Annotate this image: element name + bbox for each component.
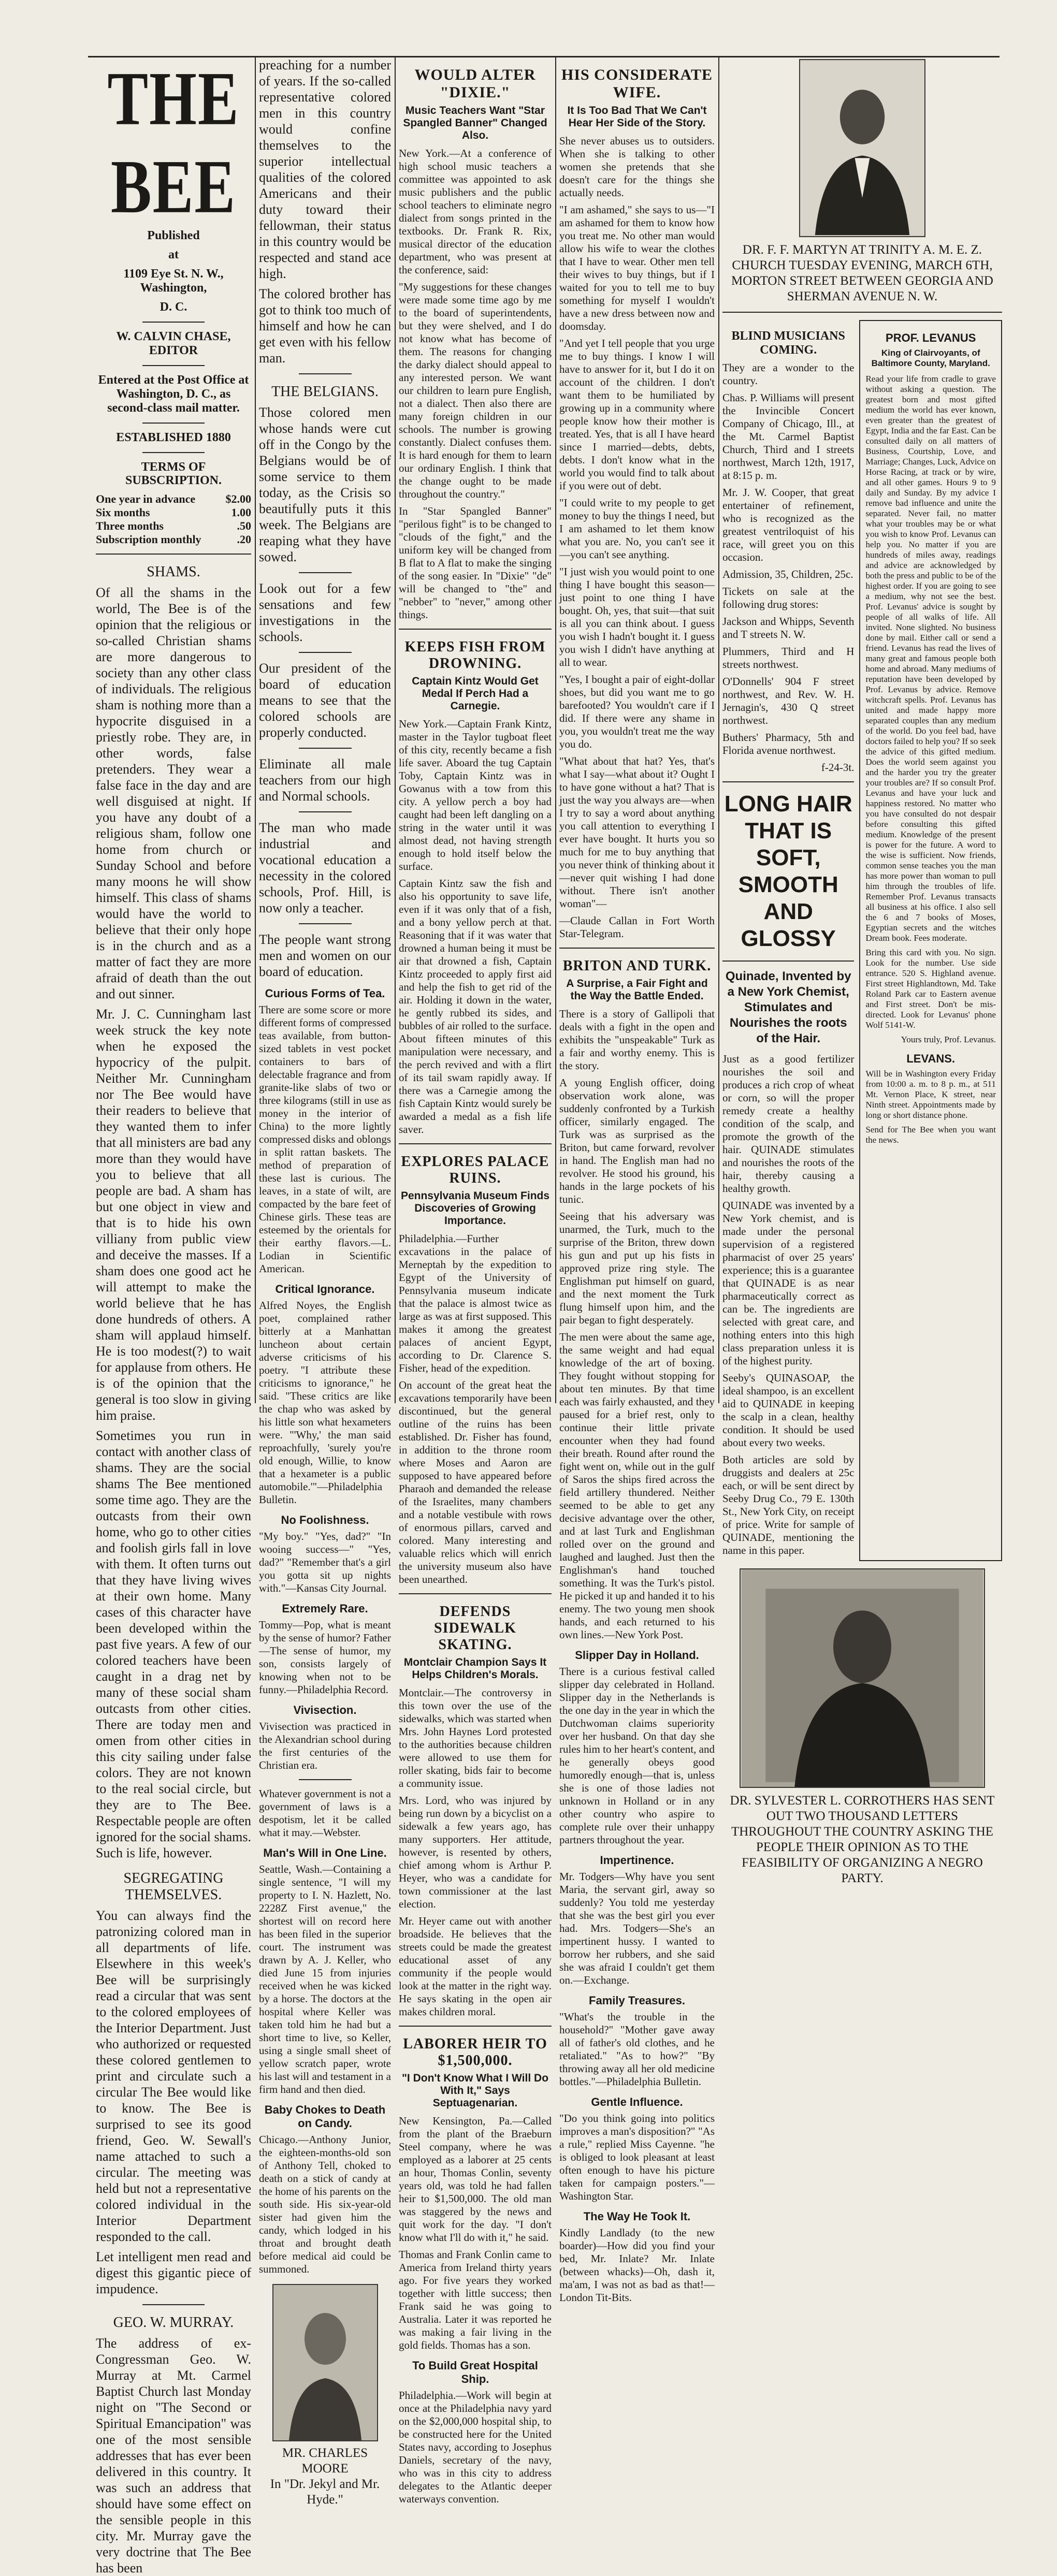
city: D. C. xyxy=(160,300,187,314)
article-paragraph: Both articles are sold by druggists and dealers at 25c each, or will be sent direct by Seeby Drug Co., 79 E. 130th St., New York City, on receipt of price. Write for sample of QUINADE, mentioning the name in this paper. xyxy=(722,1453,855,1556)
divider xyxy=(299,748,352,749)
article-paragraph: Admission, 35, Children, 25c. xyxy=(722,568,853,580)
article-paragraph: A young English officer, doing observation work alone, was suddenly confronted by a Turkish officer, similarly engaged. The Turk was as surprised as the Briton, but came forward, revolver in hand. The English man had no revolver. He stood his ground, his hands in the large pockets of his tunic. xyxy=(559,1076,715,1205)
article-paragraph: Thomas and Frank Conlin came to America from Ireland thirty years ago. For five years they worked together with little success; then Frank said he was going to Australia. Later it was reported he was making a fair living in the gold fields. Thomas has a son. xyxy=(399,2248,552,2351)
article-paragraph: Whatever government is not a government of laws is a despotism, let it be called what it may.—Webster. xyxy=(259,1787,391,1839)
ads-row xyxy=(722,320,1002,1561)
portrait-icon xyxy=(800,60,924,236)
article-paragraph: The address of ex-Congressman Geo. W. Murray at Mt. Carmel Baptist Church last Monday night on "The Second or Spiritual Emancipation" was one of the most sensible addresses that has ever been delivered in this country. It was such an address that should have some effect on the sensible people in this city. Mr. Murray gave the very doctrine that The Bee has been xyxy=(96,2336,251,2575)
column-5 xyxy=(722,57,1002,1885)
article-paragraph: preaching for a number of years. If the so-called representative colored men in this country would confine themselves to the superior intellectual qualities of the colored Americans and their duty toward their fellowman, their status in this country would be respected and stand ace high. xyxy=(259,57,391,281)
column-2 xyxy=(259,57,391,2507)
moore-caption: MR. CHARLES MOORE xyxy=(282,2446,368,2476)
segregating-headline: SEGREGATING THEMSELVES. xyxy=(123,1870,224,1903)
article-paragraph: Vivisection was practiced in the Alexandrian school during the first centuries of the Christian era. xyxy=(259,1720,391,1771)
will-headline: Man's Will in One Line. xyxy=(263,1846,387,1859)
column-rule xyxy=(718,57,719,1403)
article-paragraph: "I am ashamed," she says to us—"I am ashamed for them to know how you treat me. No other man would allow his wife to wear the clothes that I have to wear. Other men tell their wives to buy things, but if I waited for you to tell me to buy something for myself I wouldn't have a new dress between now and doomsday. xyxy=(559,203,715,332)
dixie-deck: Music Teachers Want "Star Spangled Banner" Changed Also. xyxy=(403,105,547,141)
article-paragraph: Kindly Landlady (to the new boarder)—How did you find your bed, Mr. Inlate? Mr. Inlate (between whacks)—Oh, dash it, ma'am, I was not as bad as that!—London Tit-Bits. xyxy=(559,2226,715,2304)
moore-caption-sub: In "Dr. Jekyl and Mr. Hyde." xyxy=(270,2477,380,2507)
divider xyxy=(722,781,854,782)
divider xyxy=(299,572,352,573)
martyn-photo xyxy=(799,59,925,237)
fish-deck: Captain Kintz Would Get Medal If Perch Had a Carnegie. xyxy=(412,675,539,712)
briton-deck: A Surprise, a Fair Fight and the Way the Battle Ended. xyxy=(566,978,708,1002)
article-paragraph: Jackson and Whipps, Seventh and T streets N. W. xyxy=(722,615,855,641)
article-paragraph: Of all the shams in the world, The Bee is of the opinion that the religious or so-called Christian shams are more dangerous to society than any other class of individuals. The religious sham is nothing more than a hypocrite disguised in a priestly robe. They are, in other words, false pretenders. They wear a false face in the day and are well disguised at night. If you have any doubt of a religious sham, follow one home from church or Sunday School and before many moons he will show himself. This class of shams would have the world to believe that their only hope is in the church and as a matter of fact they are more afraid of death than the out and out sinner. xyxy=(96,585,251,1001)
heir-deck: "I Don't Know What I Will Do With It," Says Septuagenarian. xyxy=(401,2072,549,2109)
article-paragraph: "Yes, I bought a pair of eight-dollar shoes, but did you want me to go barefooted? You wouldn't care if I did. If there were any shame in you, you wouldn't treat me the way you do. xyxy=(559,673,715,750)
article-paragraph: Mr. J. C. Cunningham last week struck the key note when he exposed the hypocricy of the pulpit. Neither Mr. Cunningham nor The Bee would have their readers to believe that they wanted them to infer that all ministers are bad any more than they would have you to believe that all people are bad. A sham has but one object in view and that is to hide his own villiany from public view and deceive the masses. If a sham does one good act he will attempt to make the world believe that he has done hundreds of others. A sham will applaud himself. He is too modest(?) to wait for applause from others. He is of the opinion that the general is too slow in giving him praise. xyxy=(96,1007,251,1423)
impertinence-headline: Impertinence. xyxy=(600,1854,674,1867)
slipper-headline: Slipper Day in Holland. xyxy=(575,1649,699,1662)
wife-deck: It Is Too Bad That We Can't Hear Her Side of the Story. xyxy=(567,105,707,129)
article-paragraph: "My suggestions for these changes were made some time ago by me to the board of superintendents, but they were shelved, and I do not know what has become of them. The reasons for changing the darky dialect should appeal to any interested person. We want our children to learn pure English, not a dialect. Then also there are many foreign children in our schools. The number is growing constantly. Dialect confuses them. It is hard enough for them to learn our ordinary English. I think that the change ought to be made throughout the country." xyxy=(399,281,552,500)
divider xyxy=(559,948,715,949)
article-paragraph: Tommy—Pop, what is meant by the sense of humor? Father—The sense of humor, my son, consists largely of knowing when not to be funny.—Philadelphia Record. xyxy=(259,1619,391,1696)
levanus-headline: PROF. LEVANUS xyxy=(886,331,976,344)
article-paragraph: Mr. J. W. Cooper, that great entertainer of refinement, who is recognized as the greatest ventriloquist of his race, will greet you on this occasion. xyxy=(722,486,855,563)
short-item: The man who made industrial and vocational education a necessity in the colored schools, Prof. Hill, is now only a teacher. xyxy=(259,820,391,915)
palace-deck: Pennsylvania Museum Finds Discoveries of Growing Importance. xyxy=(400,1190,550,1227)
column-3 xyxy=(399,57,552,2505)
divider xyxy=(399,1143,552,1144)
article-paragraph: Captain Kintz saw the fish and also his opportunity to save life, even if it was only that of a fish, and a bony yellow perch at that. Reasoning that if it was water that drowned a human being it must be air that drowned a fish, Captain Kintz proceeded to apply first aid and help the fish to get rid of the air. Holding it down in the water, he gently rubbed its sides, and bubbles of air rolled to the surface. About fifteen minutes of this manipulation were necessary, and the perch revived and with a flirt of its tail swam rapidly away. If there was a Carnegie among the fish Captain Kintz would surely be awarded a medal as a fish life saver. xyxy=(399,877,552,1136)
dixie-headline: WOULD ALTER "DIXIE." xyxy=(414,66,536,101)
hair-ad-headline: LONG HAIR THAT IS SOFT, SMOOTH AND GLOSSY xyxy=(724,791,852,951)
subscription-terms xyxy=(96,460,251,546)
article-paragraph: Mrs. Lord, who was injured by being run down by a bicyclist on a sidewalk a few years ago, has many supporters. Her attitude, however, is resented by others, chief among whom is Arthur P. Heyer, who was a candidate for town commissioner at the last election. xyxy=(399,1794,552,1910)
article-paragraph: Buthers' Pharmacy, 5th and Florida avenue northwest. xyxy=(722,731,855,756)
divider xyxy=(96,554,251,555)
divider xyxy=(722,960,854,962)
article-paragraph: There is a story of Gallipoli that deals with a fight in the open and exhibits the "unspeakable" Turk as a fair and worthy enemy. This is the story. xyxy=(559,1008,715,1072)
blind-headline: BLIND MUSICIANS COMING. xyxy=(731,329,845,357)
shams-headline: SHAMS. xyxy=(147,564,200,580)
column-rule xyxy=(555,57,556,1403)
article-paragraph: Philadelphia.—Work will begin at once at the Philadelphia navy yard on the $2,000,000 hospital ship, to be constructed here for the United States navy, according to Josephus Daniels, secretary of the navy, who was in this city to address delegates to the Atlantic deeper waterways convention. xyxy=(399,2389,552,2505)
article-paragraph: Let intelligent men read and digest this gigantic piece of impudence. xyxy=(96,2249,251,2296)
article-paragraph: "And yet I tell people that you urge me to buy things. I know I will have to answer for it, but I do it on account of the children. I don't want them to be humiliated by growing up in a community where people know how their mother is treated. Yes, that is all I have heard since I married—debts, debts, debts. I don't know what in the world you would find to talk about if you were out of debt. xyxy=(559,337,715,492)
family-headline: Family Treasures. xyxy=(589,1994,685,2007)
at-label: at xyxy=(168,248,179,261)
article-paragraph: New York.—At a conference of high school music teachers a committee was appointed to ask music publishers and the public school teachers to eliminate negro dialect from songs printed in the textbooks. Dr. Frank R. Rix, musical director of the education department, who was present at the conference, said: xyxy=(399,147,552,276)
critical-headline: Critical Ignorance. xyxy=(275,1283,375,1296)
article-paragraph: They are a wonder to the country. xyxy=(722,361,855,387)
terms-row: Subscription monthly .20 xyxy=(96,533,251,546)
rare-headline: Extremely Rare. xyxy=(282,1602,368,1615)
terms-row: One year in advance $2.00 xyxy=(96,492,251,505)
entered-notice: Entered at the Post Office at Washington, D. C., as second-class mail matter. xyxy=(98,373,249,415)
tea-headline: Curious Forms of Tea. xyxy=(265,987,385,1000)
levanus-ad xyxy=(859,320,1002,1561)
article-paragraph: O'Donnells' 904 F street northwest, and Rev. W. H. Jernagin's, 430 Q street northwest. xyxy=(722,675,855,726)
divider xyxy=(399,1593,552,1594)
article-paragraph: Sometimes you run in contact with another class of shams. They are the social shams The Bee mentioned some time ago. They are the outcasts from their own home, who go to other cities and foolish girls fall in love with them. It often turns out that they have living wives at their own home. Many cases of this character have been developed within the past five years. A few of our colored teachers have been caught in a drag net by many of these social sham outcasts from other cities. There are today men and omen from other cities in this city sailing under false colors. They are not known to the real social circle, but they are to The Bee. Respectable people are often ignored for the social shams. Such is life, however. xyxy=(96,1428,251,1860)
article-paragraph: New Kensington, Pa.—Called from the plant of the Braeburn Steel company, where he was employed as a laborer at 25 cents an hour, Thomas Conlin, seventy years old, was told he had fallen heir to $1,500,000. The old man was staggered by the news and quit work for the day. "I don't know what I'll do with it," he said. xyxy=(399,2115,552,2244)
divider xyxy=(142,452,205,453)
established: ESTABLISHED 1880 xyxy=(116,431,231,444)
divider xyxy=(299,373,352,374)
moore-photo xyxy=(272,2284,378,2441)
portrait-icon xyxy=(741,1569,984,1787)
article-paragraph: Plummers, Third and H streets northwest. xyxy=(722,645,855,671)
article-paragraph: She never abuses us to outsiders. When she is talking to other women she pretends that she doesn't care for the things she actually needs. xyxy=(559,135,715,199)
article-paragraph: Those colored men whose hands were cut off in the Congo by the Belgians would be of some service to them today, as the Crisis so beautifully puts it this week. The Belgians are reaping what they have sowed. xyxy=(259,405,391,564)
levans-headline: LEVANS. xyxy=(906,1052,955,1065)
ad-code: f-24-3t. xyxy=(821,761,855,774)
skating-deck: Montclair Champion Says It Helps Children's Morals. xyxy=(403,1656,547,1681)
divider xyxy=(299,811,352,812)
article-paragraph: There is a curious festival called slipper day celebrated in Holland. Slipper day in the Netherlands is the one day in the year in which the Dutchwoman claims superiority over her husband. On that day she rules him to her heart's content, and he generally obeys good humoredly enough—that is, unless she is one of those ladies not unknown in Holland or in any other country who aspire to complete rule over their unhappy partners throughout the year. xyxy=(559,1665,715,1846)
masthead-title: THE BEE xyxy=(107,56,240,229)
editor: W. CALVIN CHASE, EDITOR xyxy=(116,330,231,357)
article-paragraph: Seattle, Wash.—Containing a single sentence, "I will my property to I. N. Hazlett, No. 2228Z First avenue," the shortest will on record here has been filed in the superior court. The instrument was drawn by A. J. Keller, who died June 15 from injuries received when he was kicked by a horse. The doctors at the hospital where Keller was taken told him he had but a short time to live, so Keller, using a single small sheet of yellow scratch paper, wrote his last will and testament in a firm hand and then died. xyxy=(259,1863,391,2095)
levanus-subhead: King of Clairvoyants, of Baltimore County, Maryland. xyxy=(871,348,990,368)
divider xyxy=(399,629,552,630)
article-paragraph: "I just wish you would point to one thing I have bought this season—just point to one thing I have bought. Oh, yes, that suit—that suit is all you can think about. I guess you wish I hadn't bought it. I guess you wish I didn't have anything at all to wear. xyxy=(559,565,715,668)
article-paragraph: Bring this card with you. No sign. Look for the number. Use side entrance. 520 S. Highland avenue. First street Highlandtown, Md. Take Roland Park car to Eastern avenue and First street. Don't be mis-directed. Look for Levanus' phone Wolf 5141-W. xyxy=(865,948,996,1030)
divider xyxy=(399,2026,552,2027)
divider xyxy=(142,2304,205,2305)
column-4 xyxy=(559,57,715,2304)
short-item: Eliminate all male teachers from our high and Normal schools. xyxy=(259,756,391,804)
article-paragraph: "What about that hat? Yes, that's what I say—what about it? Ought I to have gone without a hat? That is just the way you always are—when I try to say a word about anything you call attention to everything I ever have bought. It hurts you so much for me to buy anything that you never think of thinking about it—never quit wishing I had done without. There isn't another woman"— xyxy=(559,755,715,910)
article-paragraph: "What's the trouble in the household?" "Mother gave away all of father's old clothes, and he retaliated." "As to how?" "By throwing away all her old medicine bottles."—Philadelphia Bulletin. xyxy=(559,2011,715,2088)
article-paragraph: "My boy." "Yes, dad?" "In wooing success—" "Yes, dad?" "Remember that's a girl you gotta sit up nights with."—Kansas City Journal. xyxy=(259,1530,391,1594)
briton-headline: BRITON AND TURK. xyxy=(562,958,712,974)
article-paragraph: Tickets on sale at the following drug stores: xyxy=(722,585,855,610)
article-paragraph: You can always find the patronizing colored man in all departments of life. Elsewhere in this week's Bee will be surprisingly read a circular that was sent to the colored employees of the Interior Department. Just who authorized or requested these colored gentlemen to print and circulate such a circular The Bee would like to know. The Bee is surprised to see its good friend, Geo. W. Sewall's name attached to such a circular. The meeting was held but not a representative colored individual in the Interior Department responded to the call. xyxy=(96,1908,251,2244)
short-item: Our president of the board of education means to see that the colored schools are properly conducted. xyxy=(259,661,391,740)
palace-headline: EXPLORES PALACE RUINS. xyxy=(401,1154,549,1186)
column-rule xyxy=(255,57,256,1403)
portrait-icon xyxy=(273,2285,377,2440)
divider xyxy=(299,923,352,924)
article-paragraph: Read your life from cradle to grave without asking a question. The greatest born and most gifted medium the world has ever known, even greater than the greatest of Egypt, India and the far East. Can be consulted daily on all matters of Business, Courtship, Love, and Marriage; Changes, Luck, Advice on Horse Racing, at track or by wire, and all other games. Hours 9 to 9 daily and Sunday. By my advice I remove bad influence and unite the separated. Never fail, no matter what your troubles may be or what you wish to know Prof. Levanus can help you. No matter if you are hundreds of miles away, readings and advice are acknowledged by both the press and public to be of the highest order. If you are going to see a medium, why not see the best. Prof. Levanus' advice is sought by people of all walks of life. All invited. None slighted. No business done by mail. Either call or send a friend. Levanus has read the lives of many great and famous people both home and abroad. Many mediums of reputation have been developed by Prof. Levanus by advice. Remove witchcraft spells. Prof. Levanus has united and made happy more separated couples than any medium of the world. Do you feel bad, have doctors failed to help you? If so seek the advice of this gifted medium. Does the world seem against you and the harder you try the greater your troubles are? If so consult Prof. Levanus and have your luck and happiness restored. No matter who you have consulted do not despair before consulting this gifted medium. Knowledge of the present is power for the future. A word to the wise is sufficient. Now friends, common sense teaches you the man has more power than woman to pull him through the troubles of life. Remember Prof. Levanus transacts all business at his office. I also sell the 6 and 7 books of Moses, Egyptian secrets and the witches Dream book. Fees moderate. xyxy=(865,374,996,943)
divider xyxy=(722,312,1002,313)
column-1 xyxy=(96,56,251,2575)
skating-headline: DEFENDS SIDEWALK SKATING. xyxy=(434,1604,516,1653)
divider xyxy=(299,1779,352,1780)
vivisection-headline: Vivisection. xyxy=(293,1704,357,1716)
fish-headline: KEEPS FISH FROM DROWNING. xyxy=(404,639,546,672)
terms-title: TERMS OF SUBSCRIPTION. xyxy=(125,460,222,487)
hair-ad-subhead: Quinade, Invented by a New York Chemist, Stimulates and Nourishes the roots of the Hair. xyxy=(725,969,851,1045)
divider xyxy=(142,322,205,323)
corrothers-caption: DR. SYLVESTER L. CORROTHERS HAS SENT OUT TWO THOUSAND LETTERS THROUGHOUT THE COUNTRY ASKING THE PEOPLE THEIR OPINION AS TO THE FEASIBILITY OF ORGANIZING A NEGRO PARTY. xyxy=(730,1794,995,1885)
article-paragraph: QUINADE was invented by a New York chemist, and is made under the personal supervision of a registered pharmacist of over 25 years' experience; this is a guarantee that QUINADE is as near pharmaceutically correct as can be. The ingredients are selected with great care, and nothing enters into this high class preparation unless it is of the highest purity. xyxy=(722,1199,855,1367)
heir-headline: LABORER HEIR TO $1,500,000. xyxy=(403,2036,547,2069)
foolishness-headline: No Foolishness. xyxy=(281,1513,369,1526)
ad-signature: Yours truly, Prof. Levanus. xyxy=(901,1035,996,1044)
short-item: Look out for a few sensations and few investigations in the schools. xyxy=(259,581,391,644)
terms-row: Six months 1.00 xyxy=(96,506,251,519)
baby-headline: Baby Chokes to Death on Candy. xyxy=(264,2103,386,2130)
article-paragraph: Chas. P. Williams will present the Invincible Concert Company of Chicago, Ill., at the Mt. Carmel Baptist Church, Third and I streets northwest, March 12th, 1917, at 8:15 p. m. xyxy=(722,391,855,482)
article-paragraph: Philadelphia.—Further excavations in the palace of Merneptah by the expedition to Egypt of the University of Pennsylvania museum indicate that the palace is almost twice as large as was at first supposed. This makes it among the greatest palaces of ancient Egypt, according to Dr. Clarence S. Fisher, head of the expedition. xyxy=(399,1232,552,1374)
ship-headline: To Build Great Hospital Ship. xyxy=(412,2359,538,2385)
article-paragraph: The colored brother has got to think too much of himself and how he can get even with his fellow man. xyxy=(259,286,391,366)
published-label: Published xyxy=(147,229,200,242)
divider xyxy=(142,365,205,366)
article-paragraph: New York.—Captain Frank Kintz, master in the Taylor tugboat fleet of this city, recently became a fish life saver. Aboard the tug Captain Toby, Captain Kintz was in Gowanus with a tow from this city. A yellow perch a boy had caught had been left dangling on a string in the water until it was almost dead, not having strength enough to hold itself below the surface. xyxy=(399,718,552,872)
article-paragraph: Alfred Noyes, the English poet, complained rather bitterly at a Manhattan luncheon about certain adverse criticisms of his poetry. "I attribute these criticisms to ignorance," he said. "These critics are like the chap who was asked by his little son what hexameters were. "'Why,' the man said reproachfully, 'surely you're old enough, Willie, to know that a hexameter is a public automobile.'"—Philadelphia Bulletin. xyxy=(259,1299,391,1506)
divider xyxy=(299,652,352,653)
article-paragraph: Chicago.—Anthony Junior, the eighteen-months-old son of Anthony Tell, choked to death on a stick of candy at the home of his parents on the south side. His six-year-old sister had given him the candy, which lodged in his throat and brought death before medical aid could be summoned. xyxy=(259,2133,391,2275)
article-paragraph: In "Star Spangled Banner" "perilous fight" is to be changed to "clouds of the fight," and the uniform key will be changed from B flat to A flat to make the singing of the song easier. In "Dixie" "de" will be changed to "the" and "nebber" to "never," among other things. xyxy=(399,505,552,621)
article-credit: —Claude Callan in Fort Worth Star-Telegram. xyxy=(559,914,715,940)
article-paragraph: Seeby's QUINASOAP, the ideal shampoo, is an excellent aid to QUINADE in keeping the scalp in a clean, healthy condition. It should be used about every two weeks. xyxy=(722,1372,855,1449)
murray-headline: GEO. W. MURRAY. xyxy=(113,2315,234,2331)
terms-row: Three months .50 xyxy=(96,519,251,532)
article-paragraph: Send for The Bee when you want the news. xyxy=(865,1125,996,1145)
article-paragraph: Montclair.—The controversy in this town over the use of the sidewalks, which was started when Mrs. John Haynes Lord protested to the authorities because children were allowed to use them for roller skating, bids fair to become a community issue. xyxy=(399,1686,552,1789)
ads-left xyxy=(722,320,854,1561)
article-paragraph: Mr. Todgers—Why have you sent Maria, the servant girl, away so suddenly? You told me yesterday that she was the best girl you ever had. Mrs. Todgers—She's an impertinent hussy. I wanted to borrow her rubbers, and she said she was afraid I couldn't get them on.—Exchange. xyxy=(559,1870,715,1986)
article-paragraph: "Do you think going into politics improves a man's disposition?" "As a rule," replied Miss Cayenne. "he is obliged to look pleasant at least often enough to have his picture taken for campaign posters."—Washington Star. xyxy=(559,2112,715,2202)
article-paragraph: "I could write to my people to get money to buy the things I need, but I am ashamed to let them know what you are. No, you can't see it—you can't see anything. xyxy=(559,497,715,561)
short-item: The people want strong men and women on our board of education. xyxy=(259,932,391,979)
address: 1109 Eye St. N. W., Washington, xyxy=(123,267,224,295)
gentle-headline: Gentle Influence. xyxy=(591,2095,683,2108)
belgians-headline: THE BELGIANS. xyxy=(271,384,379,400)
article-paragraph: On account of the great heat the excavations temporarily have been discontinued, but the general outline of the ruins has been established. Dr. Fisher has found, in addition to the throne room where Moses and Aaron are supposed to have appeared before Pharaoh and demanded the release of the Israelites, many chambers and a notable vestibule with rows of enormous pillars, carved and colored. Many interesting and valuable relics which will enrich the university museum also have been unearthed. xyxy=(399,1379,552,1585)
corrothers-photo xyxy=(740,1568,985,1788)
article-paragraph: Seeing that his adversary was unarmed, the Turk, much to the surprise of the Briton, threw down his gun and put up his fists in approved prize ring style. The Englishman put himself on guard, and the next moment the Turk flung himself upon him, and the pair began to fight desperately. xyxy=(559,1210,715,1326)
article-paragraph: Will be in Washington every Friday from 10:00 a. m. to 8 p. m., at 511 Mt. Vernon Place, K street, near Ninth street. Appointments made by long or short distance phone. xyxy=(865,1069,996,1120)
martyn-caption: DR. F. F. MARTYN AT TRINITY A. M. E. Z. CHURCH TUESDAY EVENING, MARCH 6TH, MORTON STREET BETWEEN GEORGIA AND SHERMAN AVENUE N. W. xyxy=(731,243,993,303)
way-headline: The Way He Took It. xyxy=(583,2210,691,2223)
article-paragraph: The men were about the same age, the same weight and had equal knowledge of the art of boxing. They fought without stopping for about ten minutes. By that time each was fairly exhausted, and they paused for a brief rest, only to continue their little private encounter when they had found their breath. Round after round the fight went on, while out in the gulf of Saros the ships fired across the field artillery thundered. Neither seemed to be able to get any decisive advantage over the other, and at last Turk and Englishman rolled over on the ground and laughed and laughed. Just then the Englishman's hand touched something. It was the Turk's pistol. He picked it up and handed it to his enemy. The two young men shook hands, and each returned to his own lines.—New York Post. xyxy=(559,1331,715,1641)
wife-headline: HIS CONSIDERATE WIFE. xyxy=(561,66,713,101)
article-paragraph: There are some score or more different forms of compressed teas available, from button-sized tablets in vest pocket containers to bars of delectable fragrance and from granite-like slabs of two or three kilograms (still in use as money in the interior of China) to the more lightly compressed disks and oblongs in split rattan baskets. The method of preparation of these last is curious. The leaves, in a state of wilt, are compacted by the bare feet of Chinese girls. These teas are esteemed by the orientals for their earthy flavors.—L. Lodian in Scientific American. xyxy=(259,1003,391,1275)
divider xyxy=(142,423,205,424)
article-paragraph: Mr. Heyer came out with another broadside. He believes that the streets could be made the greatest educational asset of any community if the people would look at the matter in the right way. He says skating in the open air makes children moral. xyxy=(399,1915,552,2018)
column-rule xyxy=(395,57,396,1403)
article-paragraph: Just as a good fertilizer nourishes the soil and produces a rich crop of wheat or corn, so will the proper remedy create a healthy condition of the scalp, and promote the growth of the hair. QUINADE stimulates and nourishes the roots of the hair, thereby causing a healthy growth. xyxy=(722,1053,855,1195)
